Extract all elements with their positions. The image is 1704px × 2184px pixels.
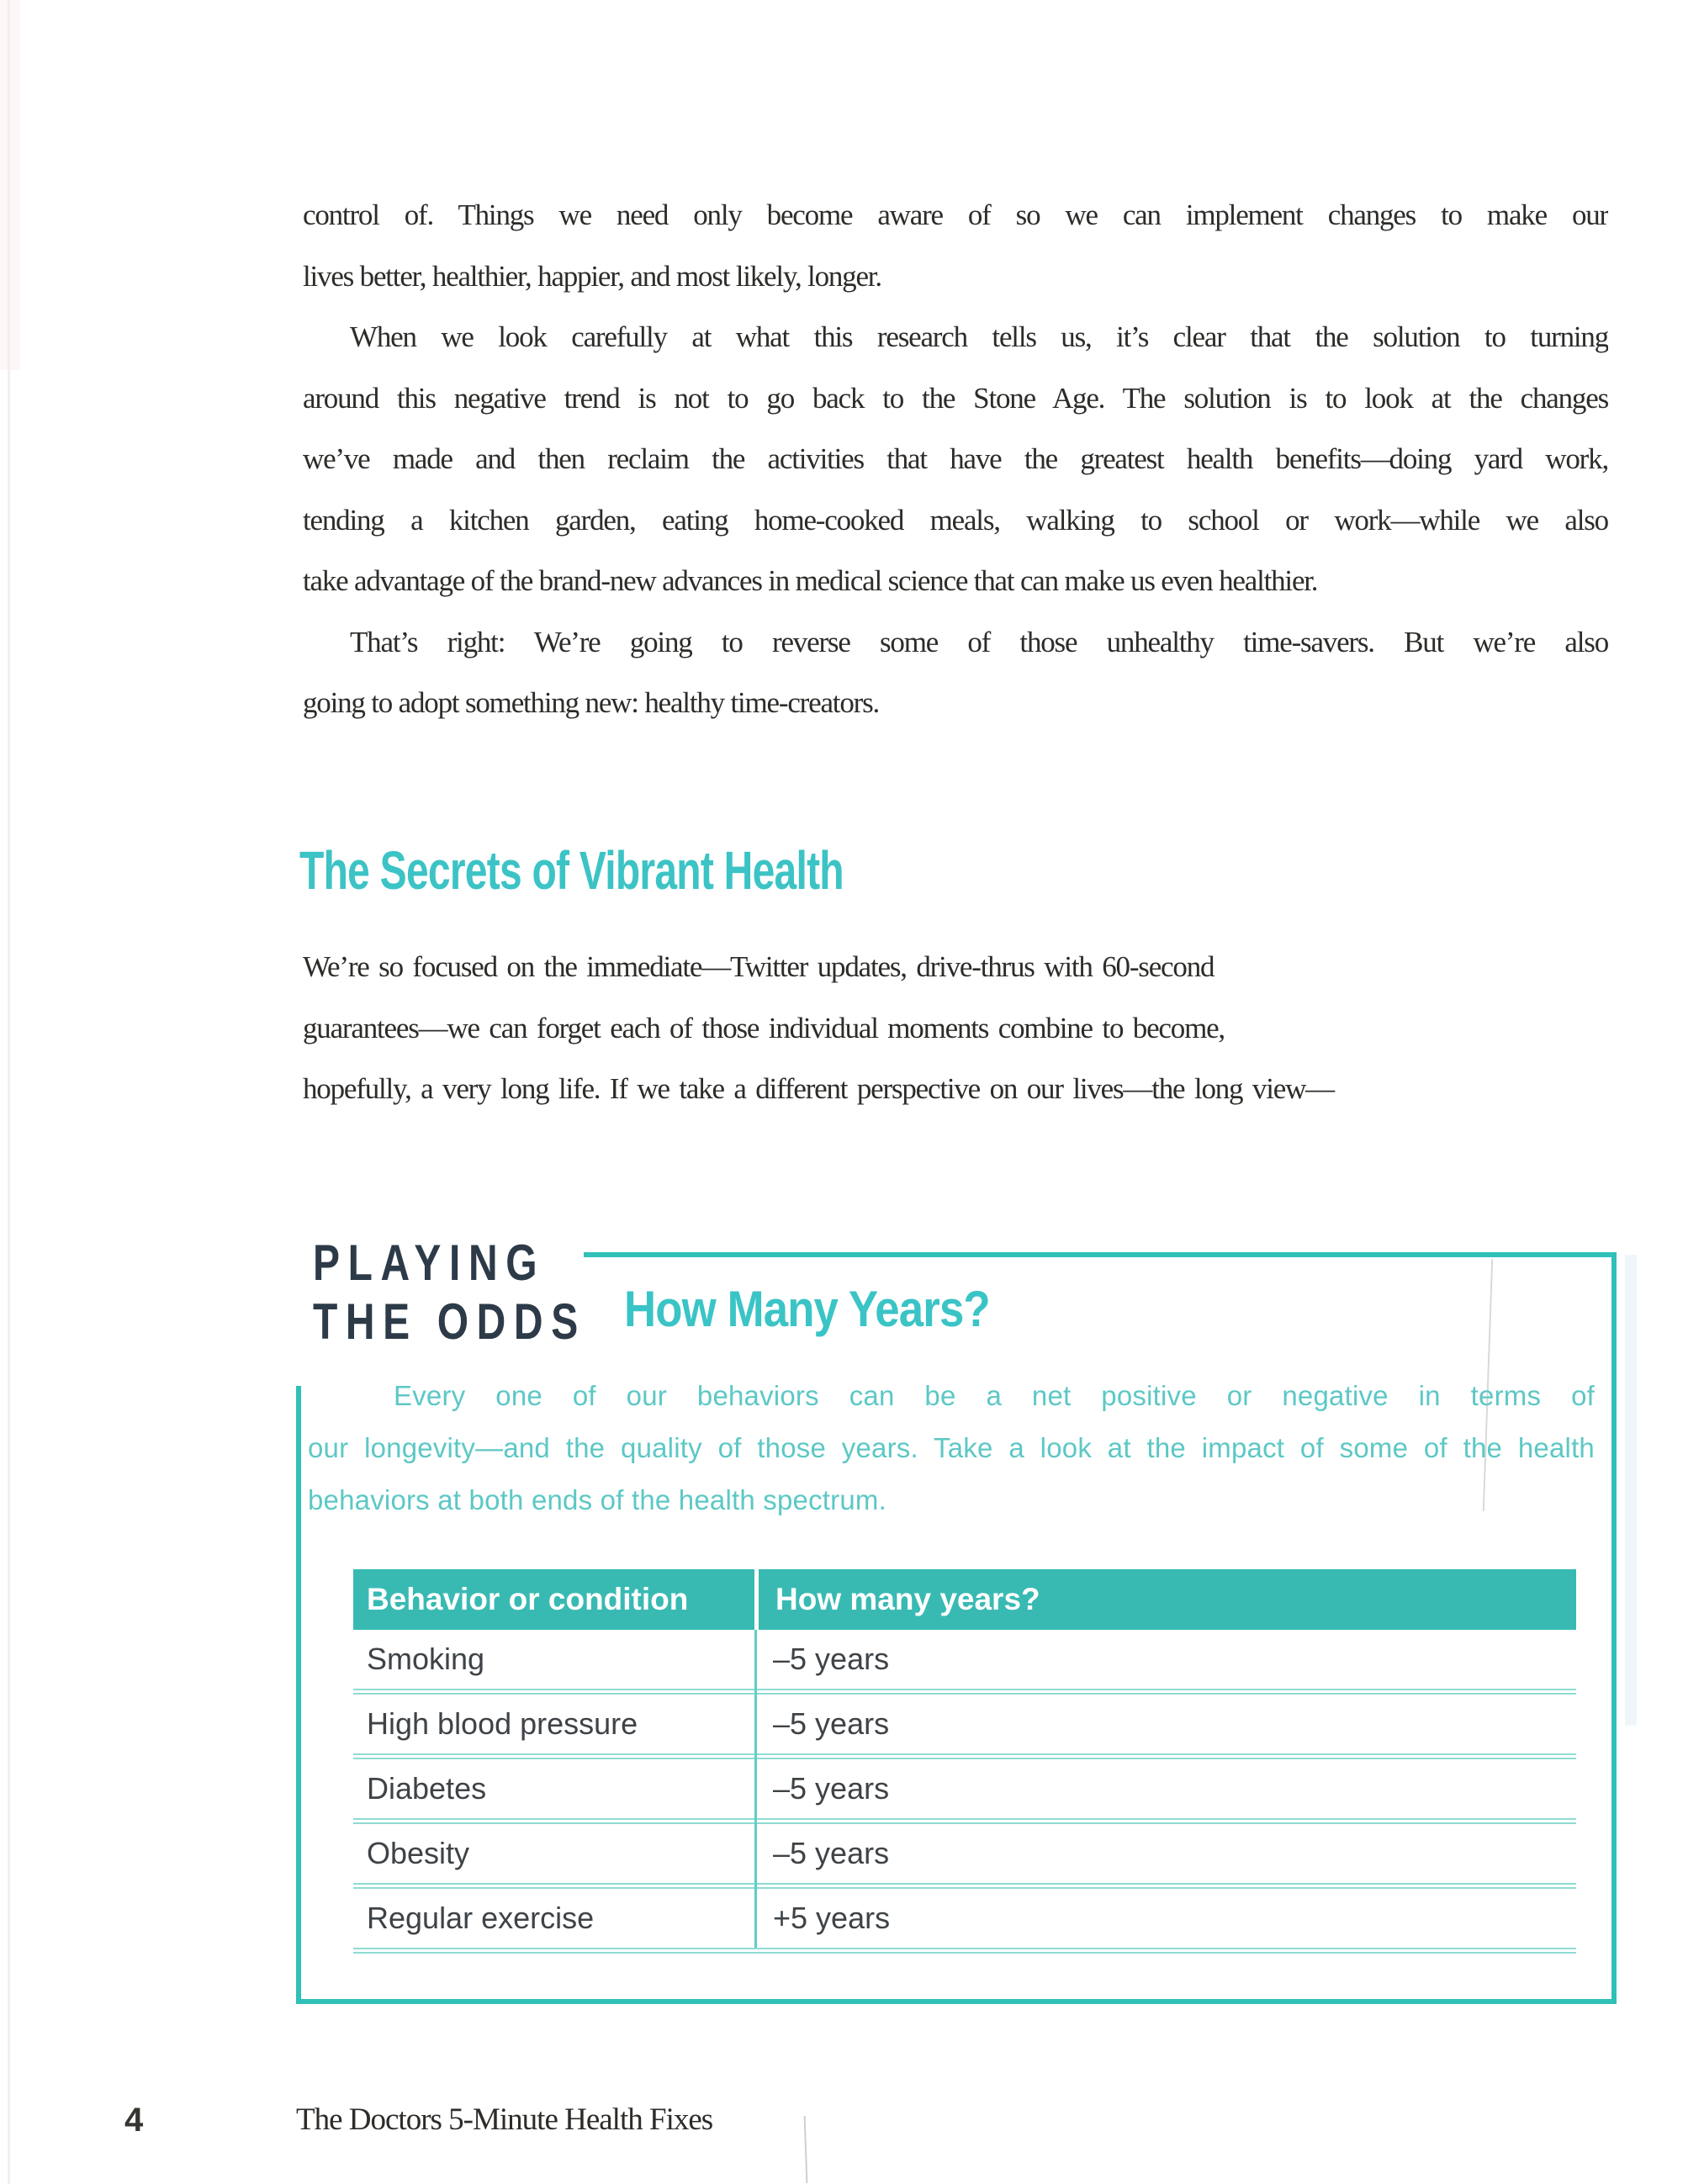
callout-kicker-line: THE ODDS [313,1293,586,1350]
table-cell-behavior: Regular exercise [367,1901,595,1935]
body-text-line: take advantage of the brand-new advances in medical science that can make us even healthier. [303,564,1318,597]
callout-kicker [313,1234,586,1351]
body-text-line: hopefully, a very long life. If we take a different perspective on our lives—the long view— [303,1072,1334,1105]
body-text-line: we’ve made and then reclaim the activities that have the greatest health benefits—doing yard work, [303,442,1608,475]
table-row [353,1759,1576,1824]
table-cell-behavior: Obesity [367,1836,470,1870]
table-cell-years: –5 years [773,1771,890,1806]
table-cell-years: –5 years [773,1642,890,1676]
callout-title: How Many Years? [624,1281,990,1337]
body-text-block [303,185,1608,734]
callout-border-top [584,1252,1617,1257]
callout-intro-line: Every one of our behaviors can be a net positive or negative in terms of [394,1380,1595,1411]
table-column-divider [754,1630,757,1948]
body-text-block [303,937,1608,1120]
body-text-line: guarantees—we can forget each of those individual moments combine to become, [303,1011,1225,1044]
behavior-table [353,1569,1576,1954]
table-header-row [353,1569,1576,1630]
section-heading: The Secrets of Vibrant Health [299,840,844,901]
table-row [353,1824,1576,1889]
table-cell-years: +5 years [773,1901,891,1935]
footer-page-number: 4 [124,2102,144,2139]
body-text-line: That’s right: We’re going to reverse some of those unhealthy time-savers. But we’re also [350,625,1608,658]
scan-shadow [1625,1255,1637,1726]
body-text-line: going to adopt something new: healthy time-creators. [303,686,880,719]
callout-intro-line: our longevity—and the quality of those years. Take a look at the impact of some of the health [308,1432,1595,1463]
table-row [353,1630,1576,1695]
body-text-line: When we look carefully at what this research tells us, it’s clear that the solution to turning [350,320,1608,353]
callout-kicker-line: PLAYING [313,1235,546,1291]
callout-border-left [296,1386,301,2004]
table-row [353,1695,1576,1759]
scan-edge-tint [0,0,20,370]
callout-border-bottom [296,1999,1617,2004]
body-text-line: We’re so focused on the immediate—Twitter updates, drive-thrus with 60-second [303,950,1214,983]
body-text-line: control of. Things we need only become aware of so we can implement changes to make our [303,198,1608,231]
table-header-years: How many years? [754,1569,1576,1630]
table-cell-behavior: Smoking [367,1642,485,1676]
body-text-line: around this negative trend is not to go back to the Stone Age. The solution is to look at the changes [303,381,1608,415]
callout-intro [308,1370,1595,1526]
body-text-line: tending a kitchen garden, eating home-cooked meals, walking to school or work—while we also [303,503,1608,537]
table-header-behavior: Behavior or condition [367,1582,689,1616]
table-cell-years: –5 years [773,1836,890,1870]
table-cell-years: –5 years [773,1706,890,1741]
callout-intro-line: behaviors at both ends of the health spectrum. [308,1484,886,1515]
table-row [353,1889,1576,1954]
body-text-line: lives better, healthier, happier, and most likely, longer. [303,259,881,293]
table-cell-behavior: Diabetes [367,1771,487,1806]
scan-edge-line [8,0,10,2184]
scan-scratch-mark [804,2116,808,2183]
footer-book-title: The Doctors 5-Minute Health Fixes [296,2102,713,2137]
table-cell-behavior: High blood pressure [367,1706,638,1741]
callout-border-right [1611,1252,1617,2004]
